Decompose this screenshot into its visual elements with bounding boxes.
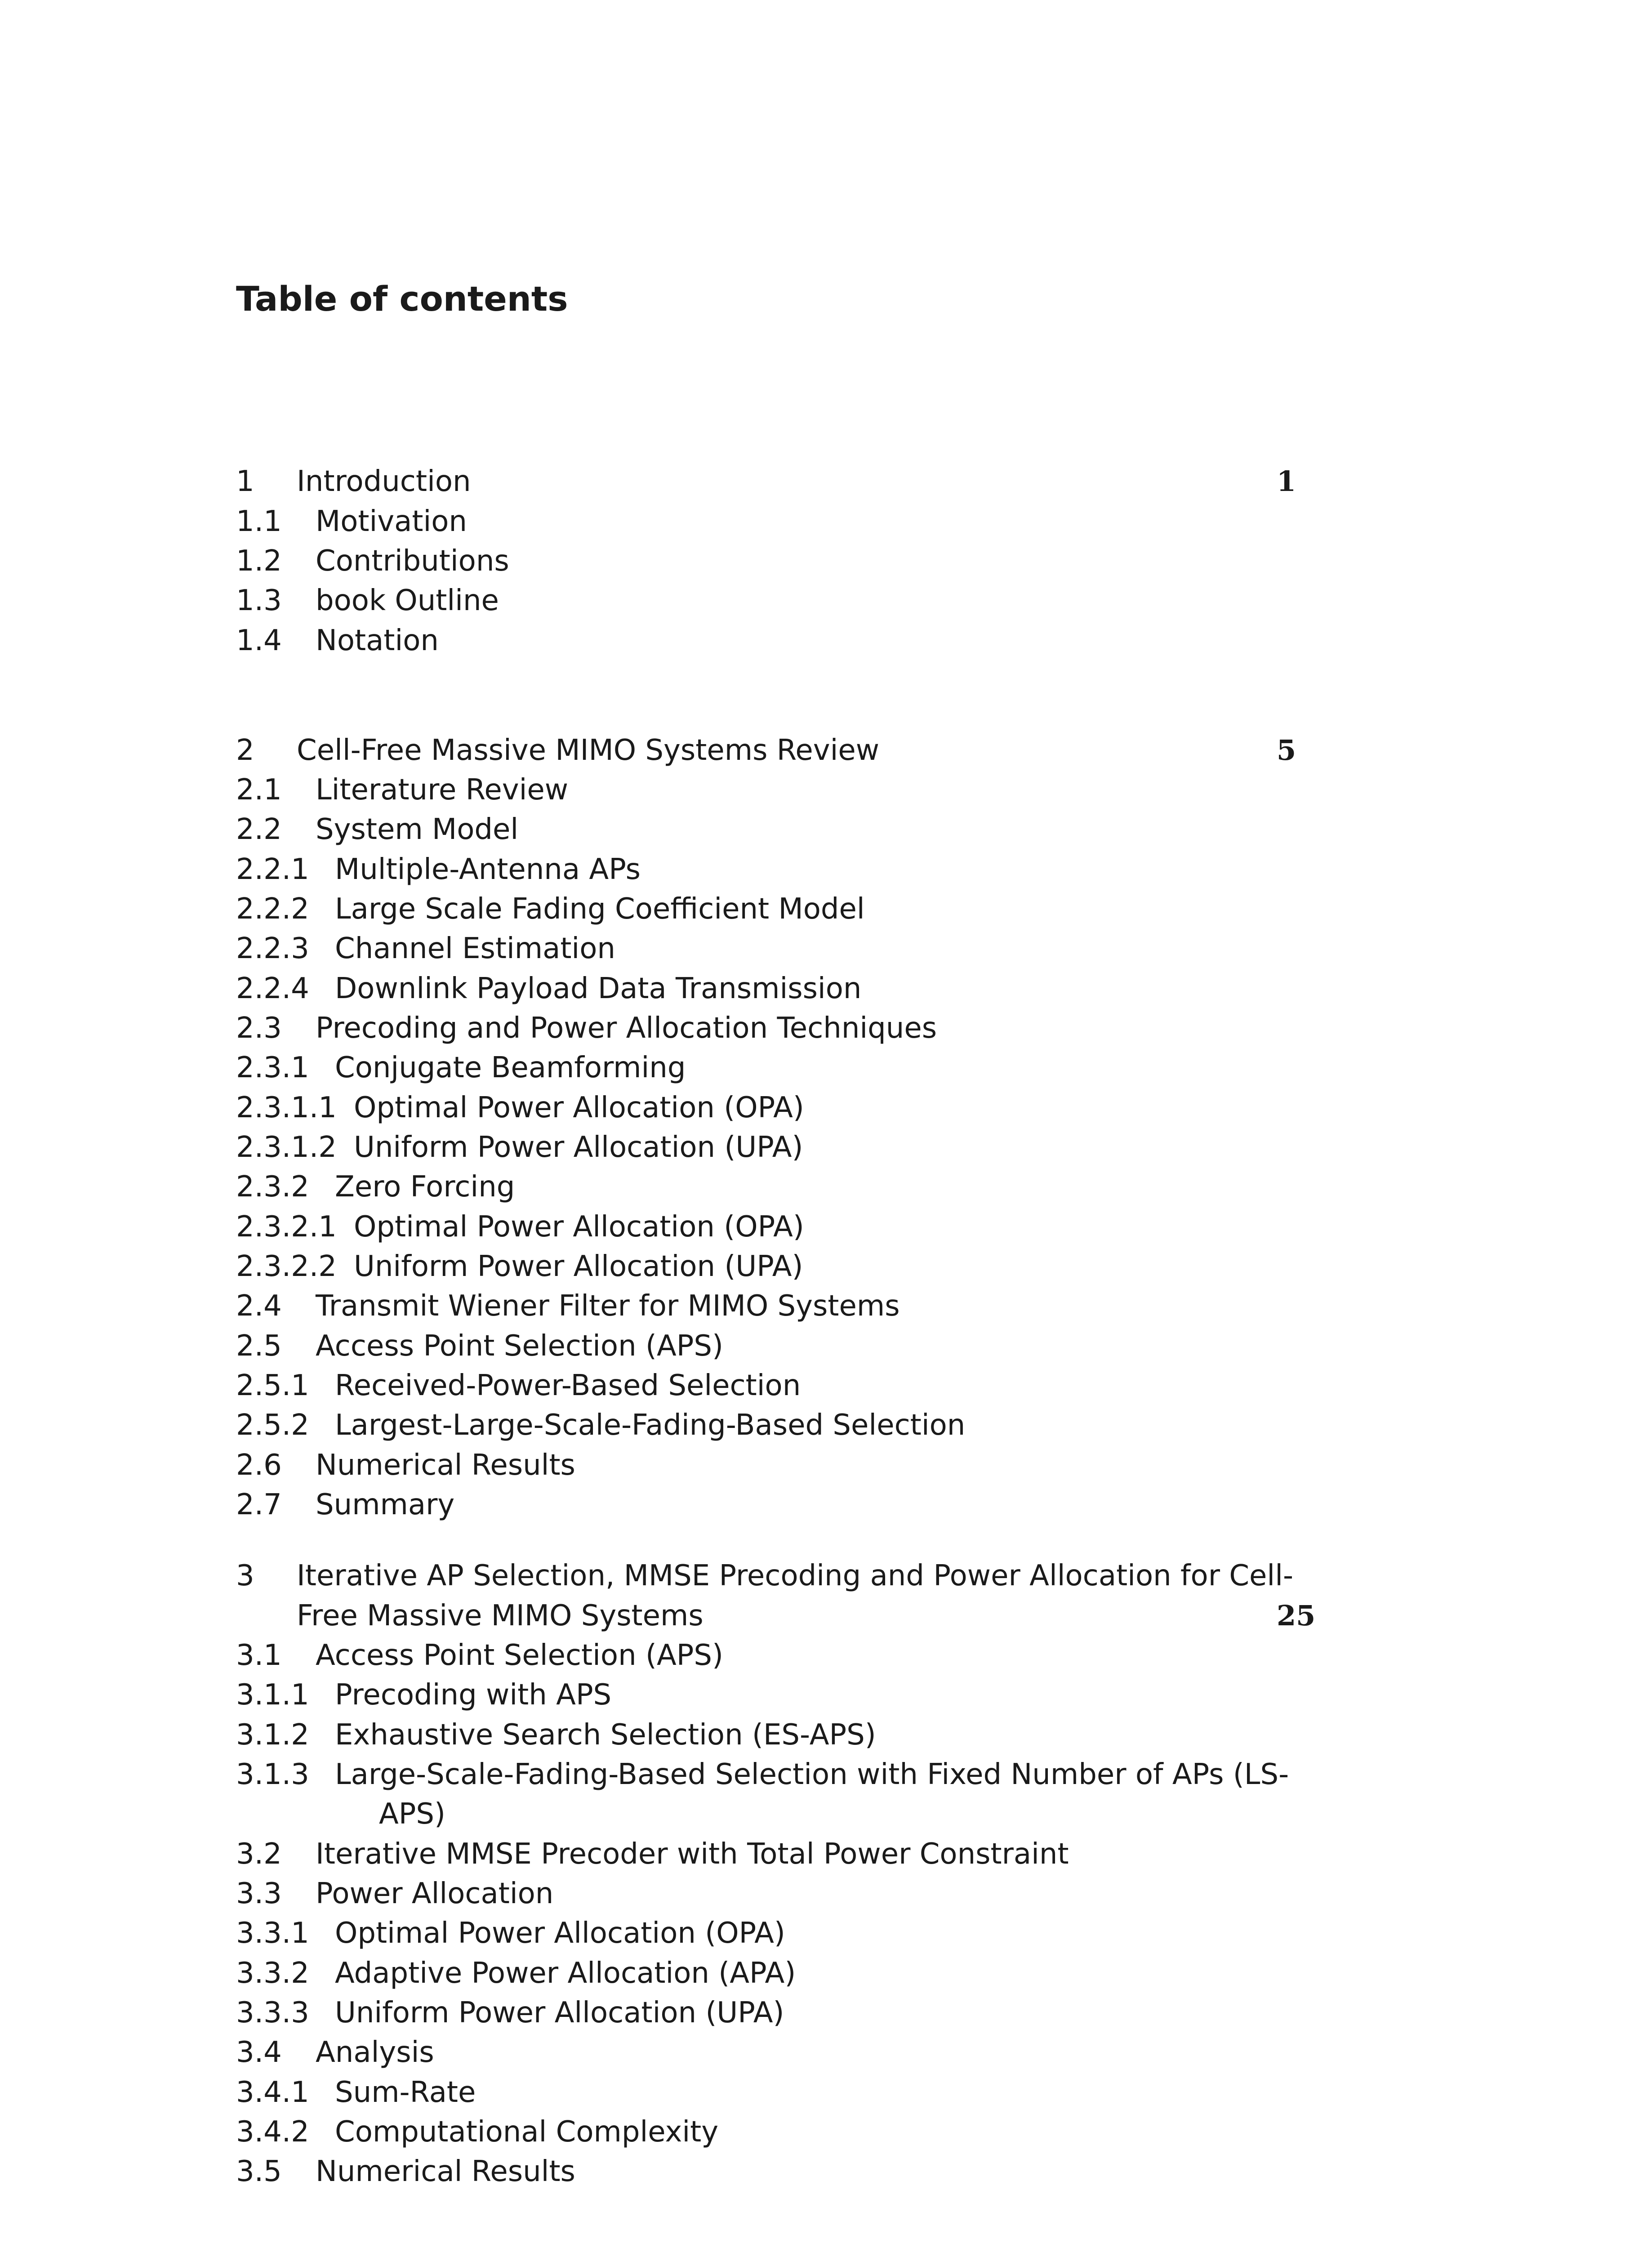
entry-number: 2.4 [236,1289,282,1323]
entry-title: Transmit Wiener Filter for MIMO Systems [316,1289,900,1323]
entry-number: 2.3.1.1 [236,1091,337,1124]
chapter-title-line-1: Iterative AP Selection, MMSE Precoding and Power Allocation for Cell- [297,1559,1294,1592]
entry-number: 2.2.4 [236,972,309,1005]
toc-entry[interactable] [236,2112,1346,2152]
entry-number: 2.1 [236,773,282,807]
entry-title: Optimal Power Allocation (OPA) [354,1091,804,1124]
entry-number: 3.1.3 [236,1758,309,1791]
entry-title: Literature Review [316,773,569,807]
toc-entry[interactable] [236,1755,1346,1794]
entry-number: 3.3.1 [236,1917,309,1950]
entry-title: Numerical Results [316,1449,575,1482]
toc-entry[interactable] [236,1993,1346,2033]
entry-title: Motivation [316,505,467,538]
toc-chapter-1[interactable] [236,462,1346,501]
entry-title: Zero Forcing [335,1170,515,1204]
entry-title: Uniform Power Allocation (UPA) [354,1250,803,1283]
entry-number: 2.5.1 [236,1369,309,1402]
entry-number: 3.4 [236,2036,282,2069]
entry-number: 1.1 [236,505,282,538]
toc-entry[interactable] [236,969,1346,1008]
entry-number: 2.6 [236,1449,282,1482]
toc-entry[interactable] [236,1167,1346,1207]
page-title: Table of contents [236,279,568,319]
entry-title: System Model [316,813,519,846]
entry-number: 2.5 [236,1329,282,1363]
toc-entry[interactable] [236,1405,1346,1445]
entry-title: Access Point Selection (APS) [316,1329,723,1363]
entry-title: Exhaustive Search Selection (ES-APS) [335,1718,876,1752]
toc-entry[interactable] [236,889,1346,929]
entry-title: Numerical Results [316,2155,575,2188]
toc-entry[interactable] [236,2073,1346,2112]
toc-entry[interactable] [236,541,1346,581]
entry-number: 2.3.1.2 [236,1131,337,1164]
entry-title: Received-Power-Based Selection [335,1369,801,1402]
toc-entry[interactable] [236,1247,1346,1286]
toc-entry[interactable] [236,1485,1346,1525]
chapter-number: 3 [236,1559,254,1592]
toc-entry[interactable] [236,1207,1346,1247]
entry-number: 3.5 [236,2155,282,2188]
chapter-page-number: 1 [1277,465,1296,498]
entry-number: 3.2 [236,1838,282,1871]
chapter-number: 2 [236,734,254,767]
toc-chapter-2[interactable] [236,731,1346,770]
entry-number: 3.1 [236,1639,282,1672]
entry-title: Sum-Rate [335,2076,476,2109]
chapter-title: Cell-Free Massive MIMO Systems Review [297,734,880,767]
entry-title: Optimal Power Allocation (OPA) [354,1210,804,1244]
entry-title: Precoding and Power Allocation Techniques [316,1012,937,1045]
toc-entry[interactable] [236,1715,1346,1755]
toc-chapter-3-cont[interactable] [236,1596,1346,1636]
toc-entry[interactable] [236,1874,1346,1913]
entry-title-cont: APS) [379,1798,445,1831]
chapter-page-number: 25 [1277,1599,1316,1632]
entry-number: 2.3.2.1 [236,1210,337,1244]
entry-title: Channel Estimation [335,932,615,965]
toc-entry[interactable] [236,1636,1346,1675]
entry-number: 3.3.2 [236,1957,309,1990]
chapter-number: 1 [236,465,254,498]
entry-title: Large-Scale-Fading-Based Selection with Fixed Number of APs (LS- [335,1758,1289,1791]
entry-title: Precoding with APS [335,1678,612,1712]
toc-entry[interactable] [236,810,1346,849]
entry-title: Uniform Power Allocation (UPA) [354,1131,803,1164]
toc-entry[interactable] [236,1286,1346,1326]
toc-entry[interactable] [236,2152,1346,2191]
entry-number: 2.3.1 [236,1051,309,1084]
entry-title: Optimal Power Allocation (OPA) [335,1917,785,1950]
toc-entry[interactable] [236,1445,1346,1485]
entry-number: 2.5.2 [236,1409,309,1442]
toc-entry[interactable] [236,2033,1346,2072]
entry-number: 2.7 [236,1488,282,1521]
entry-number: 2.3.2.2 [236,1250,337,1283]
toc-entry[interactable] [236,929,1346,968]
entry-title: Multiple-Antenna APs [335,853,641,886]
toc-entry[interactable] [236,1326,1346,1366]
entry-number: 3.3.3 [236,1996,309,2029]
toc-entry[interactable] [236,502,1346,541]
toc-entry[interactable] [236,850,1346,889]
toc-entry[interactable] [236,1048,1346,1088]
entry-title: Adaptive Power Allocation (APA) [335,1957,796,1990]
entry-number: 3.1.2 [236,1718,309,1752]
toc-entry[interactable] [236,1675,1346,1715]
toc-entry[interactable] [236,1913,1346,1953]
entry-number: 2.2.3 [236,932,309,965]
toc-entry[interactable] [236,1954,1346,1993]
toc-entry[interactable] [236,770,1346,810]
toc-entry[interactable] [236,1088,1346,1128]
entry-number: 2.2 [236,813,282,846]
entry-title: Computational Complexity [335,2115,719,2149]
chapter-title-line-2: Free Massive MIMO Systems [297,1599,704,1632]
entry-number: 2.3 [236,1012,282,1045]
toc-chapter-3[interactable] [236,1556,1346,1596]
toc-entry[interactable] [236,1366,1346,1405]
entry-number: 3.1.1 [236,1678,309,1712]
toc-entry[interactable] [236,1128,1346,1167]
entry-number: 3.4.1 [236,2076,309,2109]
toc-entry-cont[interactable] [236,1794,1346,1834]
entry-title: Contributions [316,544,509,578]
entry-title: Notation [316,624,439,657]
entry-title: Access Point Selection (APS) [316,1639,723,1672]
entry-number: 1.4 [236,624,282,657]
entry-title: Largest-Large-Scale-Fading-Based Selection [335,1409,966,1442]
entry-title: Large Scale Fading Coefficient Model [335,892,865,926]
entry-title: Conjugate Beamforming [335,1051,686,1084]
entry-number: 2.3.2 [236,1170,309,1204]
entry-title: Summary [316,1488,455,1521]
toc-entry[interactable] [236,1834,1346,1874]
entry-number: 3.3 [236,1877,282,1910]
entry-number: 3.4.2 [236,2115,309,2149]
entry-number: 1.3 [236,584,282,617]
toc-entry[interactable] [236,1008,1346,1048]
toc-entry[interactable] [236,621,1346,660]
chapter-title: Introduction [297,465,471,498]
entry-title: Iterative MMSE Precoder with Total Power Constraint [316,1838,1069,1871]
entry-number: 2.2.1 [236,853,309,886]
toc-entry[interactable] [236,581,1346,620]
entry-number: 2.2.2 [236,892,309,926]
entry-title: Uniform Power Allocation (UPA) [335,1996,784,2029]
entry-title: book Outline [316,584,499,617]
entry-title: Downlink Payload Data Transmission [335,972,862,1005]
chapter-page-number: 5 [1277,734,1296,767]
entry-number: 1.2 [236,544,282,578]
entry-title: Analysis [316,2036,434,2069]
entry-title: Power Allocation [316,1877,554,1910]
